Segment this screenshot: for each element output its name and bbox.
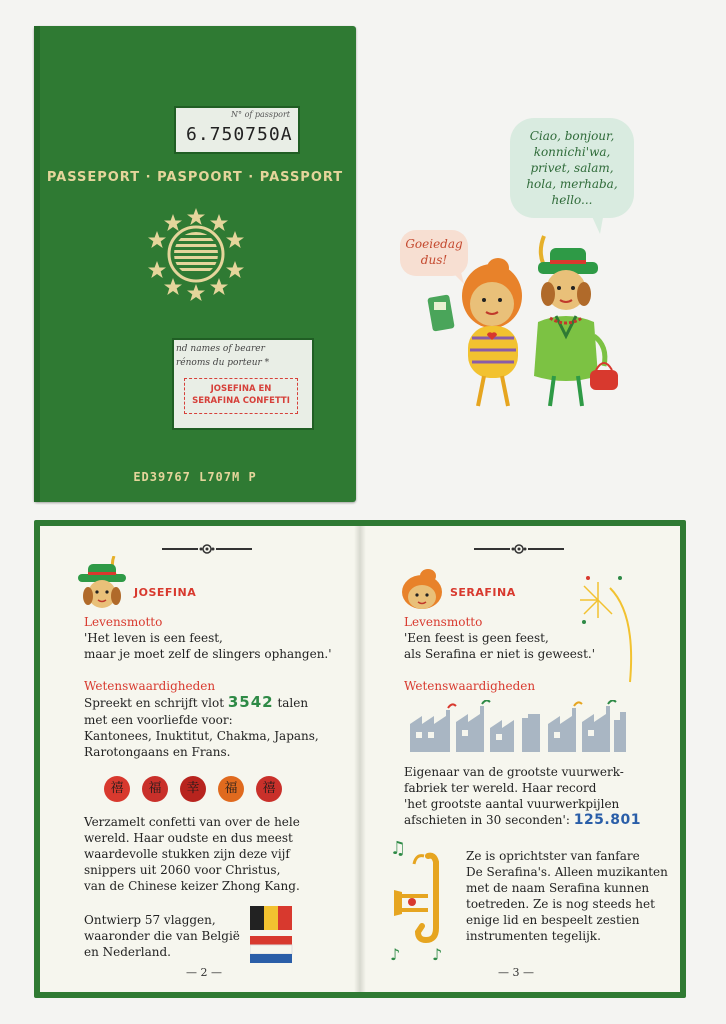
bubble-line: konnichi'wa, <box>533 145 611 159</box>
confetti-line: snippers uit 2060 voor Christus, <box>84 863 281 877</box>
fanfare-line: toetreden. Ze is nog steeds het <box>466 897 655 911</box>
bearer-label-fr: rénoms du porteur * <box>176 358 270 368</box>
bubble-line: hola, merhaba, <box>526 177 618 191</box>
josefina-avatar <box>74 556 130 610</box>
right-motto-line: als Serafina er niet is geweest.' <box>404 647 595 661</box>
flags-icon <box>250 906 294 966</box>
fanfare-line: enige lid en bespeelt zestien <box>466 913 640 927</box>
svg-text:♪: ♪ <box>390 945 401 962</box>
record-prefix: afschieten in 30 seconden': <box>404 813 570 827</box>
languages-line: Rarotongaans en Frans. <box>84 745 231 759</box>
passport-cover <box>34 26 356 502</box>
record-line <box>404 812 641 828</box>
name-stamp <box>184 378 298 414</box>
page-fold <box>354 526 366 992</box>
languages-suffix: talen <box>277 696 309 710</box>
firework-icon <box>580 574 640 684</box>
cover-title: PASSEPORT · PASPOORT · PASSPORT <box>46 170 344 185</box>
bubble-line: dus! <box>420 253 448 267</box>
fanfare-line: met de naam Serafina kunnen <box>466 881 650 895</box>
record-line: fabriek ter wereld. Haar record <box>404 781 597 795</box>
languages-line <box>84 694 308 711</box>
passport-number-label: N° of passport <box>231 110 290 119</box>
right-motto-heading: Levensmotto <box>404 615 483 629</box>
flags-line: waaronder die van België <box>84 929 240 943</box>
ornament-icon <box>162 543 252 555</box>
confetti-seal: 福 <box>218 776 244 802</box>
passport-number: 6.750750A <box>186 124 293 145</box>
flags-line: Ontwierp 57 vlaggen, <box>84 913 216 927</box>
confetti-seal: 幸 <box>180 776 206 802</box>
fanfare-line: Ze is oprichtster van fanfare <box>466 849 640 863</box>
passport-number-window <box>174 106 300 154</box>
languages-count: 3542 <box>227 693 274 711</box>
bubble-line: Ciao, bonjour, <box>529 129 615 143</box>
confetti-seal: 禧 <box>256 776 282 802</box>
confetti-line: waardevolle stukken zijn deze vijf <box>84 847 290 861</box>
svg-text:♫: ♫ <box>390 838 407 859</box>
page-number-left: — 2 — <box>186 966 222 979</box>
emblem-icon <box>146 204 246 304</box>
right-motto-line: 'Een feest is geen feest, <box>404 631 549 645</box>
josefina-name: JOSEFINA <box>134 586 197 599</box>
page-number-right: — 3 — <box>498 966 534 979</box>
languages-line: met een voorliefde voor: <box>84 713 233 727</box>
serafina-avatar <box>398 568 446 610</box>
languages-line: Kantonees, Inuktitut, Chakma, Japans, <box>84 729 319 743</box>
flags-line: en Nederland. <box>84 945 171 959</box>
left-motto-heading: Levensmotto <box>84 615 163 629</box>
factories-icon <box>410 700 634 752</box>
confetti-line: Verzamelt confetti van over de hele <box>84 815 300 829</box>
languages-prefix: Spreekt en schrijft vlot <box>84 696 225 710</box>
svg-text:♪: ♪ <box>432 945 443 962</box>
record-value: 125.801 <box>573 812 641 828</box>
bearer-name-window <box>172 338 314 430</box>
fanfare-line: De Serafina's. Alleen muzikanten <box>466 865 668 879</box>
confetti-line: wereld. Haar oudste en dus meest <box>84 831 293 845</box>
bearer-label-en: nd names of bearer <box>176 344 265 354</box>
stamp-line-1: JOSEFINA EN <box>210 384 272 394</box>
confetti-line: van de Chinese keizer Zhong Kang. <box>84 879 300 893</box>
confetti-seals <box>104 776 284 804</box>
record-line: 'het grootste aantal vuurwerkpijlen <box>404 797 620 811</box>
bubble-line: Goeiedag <box>405 237 463 251</box>
serafina-name: SERAFINA <box>450 586 516 599</box>
stamp-line-2: SERAFINA CONFETTI <box>192 396 290 406</box>
cover-spine <box>34 26 40 502</box>
cover-code: ED39767 L707M P <box>133 470 257 484</box>
left-motto-line: 'Het leven is een feest, <box>84 631 223 645</box>
sisters-illustration <box>426 226 622 412</box>
speech-bubble-greetings <box>510 118 634 218</box>
ornament-icon <box>474 543 564 555</box>
instruments-icon <box>388 836 458 962</box>
left-facts-heading: Wetenswaardigheden <box>84 679 216 693</box>
right-facts-heading: Wetenswaardigheden <box>404 679 536 693</box>
bubble-line: hello... <box>551 193 593 207</box>
confetti-seal: 福 <box>142 776 168 802</box>
fanfare-line: instrumenten tegelijk. <box>466 929 601 943</box>
confetti-seal: 禧 <box>104 776 130 802</box>
left-motto-line: maar je moet zelf de slingers ophangen.' <box>84 647 332 661</box>
record-line: Eigenaar van de grootste vuurwerk- <box>404 765 624 779</box>
bubble-line: privet, salam, <box>530 161 614 175</box>
